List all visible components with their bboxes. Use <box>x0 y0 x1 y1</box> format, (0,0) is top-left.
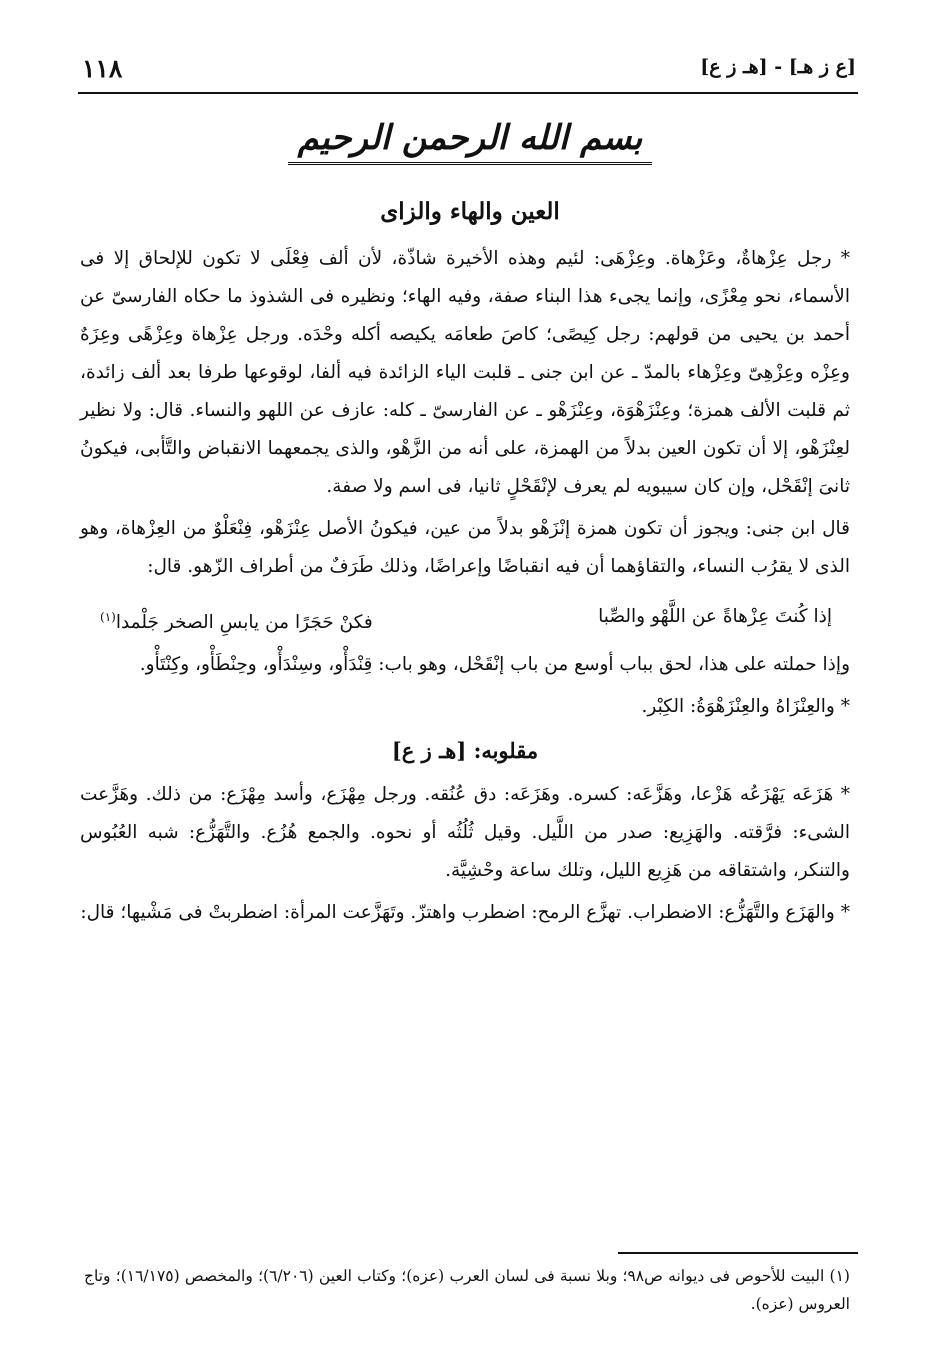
chapter-title: العين والهاء والزاى <box>380 198 560 225</box>
verse-second-text: فكنْ حَجَرًا من يابسِ الصخر جَلْمدا <box>115 612 373 634</box>
header-rule <box>78 92 858 94</box>
paragraph: وإذا حملته على هذا، لحق بباب أوسع من باب إنْقَحْل، وهو باب: قِنْدَأْو، وسِنْدَأْو، وحِنْطَأْو، وكِنْتَأْو. <box>139 654 850 676</box>
paragraph: * هَزَعَه يَهْزَعُه هَزْعا، وهَزَّعَه: كسره. وهَزَعَه: دق عُنُقه. ورجل مِهْزَع، وأسد مِهْزَع: من ذلك. وهَزَّعت الشىء: فرَّقته. والهَزِيع: صدر من اللَّيل. وقيل ثُلُثُه أو نحوه. والجمع هُزُع. والتَّهَزُّع: شبه العُبُوس والتنكر، واشتقاقه من هَزِيع الليل، وتلك ساعة وحْشِيَّة. <box>80 784 850 882</box>
running-title: [ع ز هـ] - [هـ ز ع] <box>700 56 856 78</box>
paragraph: قال ابن جنى: ويجوز أن تكون همزة إنْزَهْو بدلاً من عين، فيكونُ الأصل عِنْزَهْو، فِنْعَلْوٌ من العِزْهاة، وهو الذى لا يقرُب النساء، والتقاؤهما أن فيه انقباضًا وإعراضًا، وذلك طَرَفٌ من أطراف الزّهو. قال: <box>80 518 850 577</box>
page-number: ١١٨ <box>82 54 123 83</box>
basmala-calligraphy <box>0 118 940 165</box>
page-header <box>78 54 858 90</box>
verse-first-hemistich: إذا كُنتَ عِزْهاةً عن اللَّهْو والصِّبا <box>598 606 832 627</box>
poetry-verse <box>80 598 850 642</box>
paragraph: * رجل عِزْهاةٌ، وعَزْهاة. وعِزْهَى: لئيم وهذه الأخيرة شاذّة، لأن ألف فِعْلَى لا تكون للإلحاق إلا فى الأسماء، نحو مِعْزًى، وإنما يجىء هذا البناء صفة، وفيه الهاء؛ ونظيره فى الشذوذ ما حكاه الفارسىّ عن أحمد بن يحيى من قولهم: رجل كِيصًى؛ كاصَ طعامَه يكيصه أكله وحْدَه. ورجل عِزْهاة وعِزْهًى وعِزَهٌ وعِزْه وعِزْهِىّ وعِزْهاء بالمدّ ـ عن ابن جنى ـ قلبت الياء الزائدة فيه ألفا، لوقوعها طرفا بعد ألف زائدة، ثم قلبت الألف همزة؛ وعِنْزَهْوَة، وعِنْزَهْو ـ عن الفارسىّ ـ كله: عازف عن اللهو والنساء. قال: ولا نظير لعِنْزَهْو، إلا أن تكون العين بدلاً من الهمزة، على أنه من الزَّهْو، والذى يجمعهما الانقباض والتَّأبى، فيكونُ ثانىَ إنْقَحْل، وإن كان سيبويه لم يعرف لإنْقَحْلٍ ثانيا، فى اسم ولا صفة. <box>80 248 850 497</box>
footnote-rule <box>618 1252 858 1254</box>
verse-second-hemistich <box>100 598 373 642</box>
basmala-text: بسم الله الرحمن الرحيم <box>288 118 653 165</box>
paragraph: * والهَزَع والتَّهَزُّع: الاضطراب. تهزَّع الرمح: اضطرب واهتزّ. وتَهَزَّعت المرأة: اضطربتْ فى مَشْيها؛ قال: <box>80 902 850 924</box>
footnote-text: (١) البيت للأحوص فى ديوانه ص٩٨؛ وبلا نسبة فى لسان العرب (عزه)؛ وكتاب العين (٦/٢٠٦)؛ والمخصص (١٦/١٧٥)؛ وتاج العروس (عزه). <box>84 1267 850 1313</box>
footnote-marker: (١) <box>100 610 116 624</box>
paragraph: * والعِنْزَاهُ والعِنْزَهْوَةُ: الكِبْر. <box>641 696 850 718</box>
footnote <box>84 1262 850 1318</box>
section-subheading: مقلوبه: [هـ ز ع] <box>391 738 539 764</box>
main-text <box>80 240 850 936</box>
